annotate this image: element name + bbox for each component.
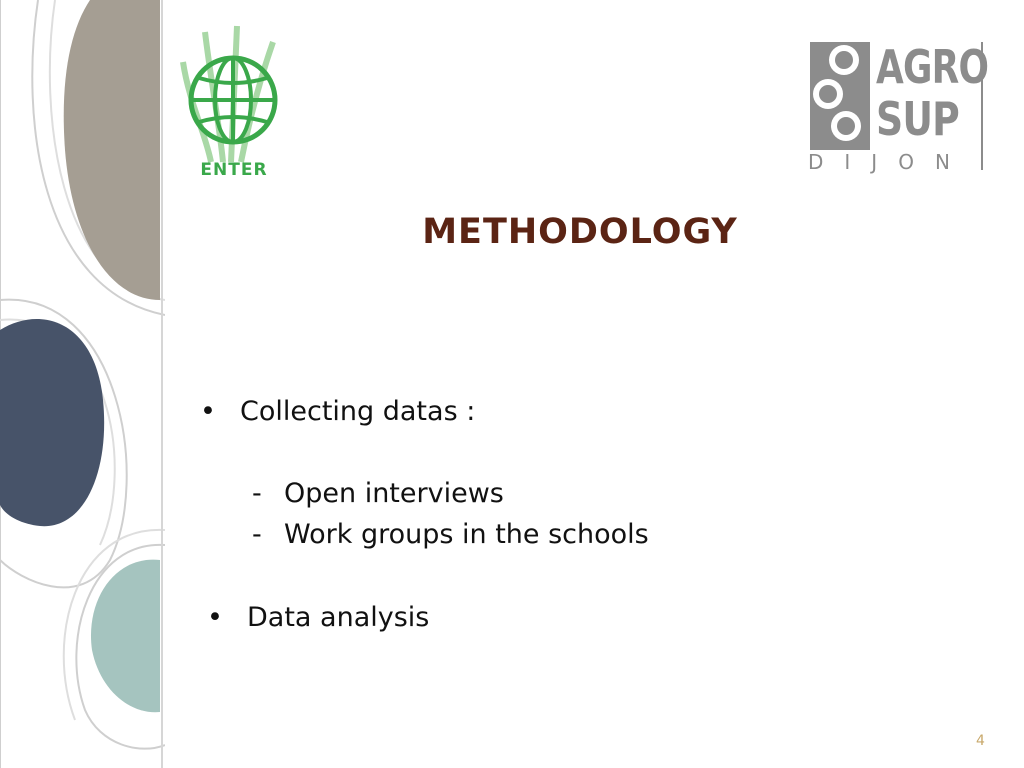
bullet-text: Data analysis bbox=[247, 602, 430, 633]
sub-item-text: Open interviews bbox=[284, 478, 504, 509]
dash-marker: - bbox=[252, 519, 262, 550]
navy-shape bbox=[0, 319, 104, 526]
agrosup-logo-line1: AGRO bbox=[876, 40, 989, 94]
bullet-item bbox=[200, 396, 475, 427]
sub-list-item bbox=[252, 519, 649, 550]
bullet-marker: • bbox=[200, 396, 216, 427]
bullet-text: Collecting datas : bbox=[240, 396, 476, 427]
page-number: 4 bbox=[976, 733, 985, 749]
dash-marker: - bbox=[252, 478, 262, 509]
slide-title: METHODOLOGY bbox=[422, 212, 738, 252]
agrosup-logo-city: DIJON bbox=[808, 150, 971, 174]
enter-globe-logo bbox=[175, 22, 283, 182]
bullet-marker: • bbox=[207, 602, 223, 633]
decorative-shapes bbox=[0, 0, 165, 768]
bullet-item bbox=[207, 602, 429, 633]
sub-item-text: Work groups in the schools bbox=[284, 519, 649, 550]
beige-shape bbox=[64, 0, 160, 300]
agrosup-logo-line2: SUP bbox=[876, 92, 959, 146]
enter-logo-label: ENTER bbox=[200, 160, 268, 180]
sub-list-item bbox=[252, 478, 504, 509]
teal-shape bbox=[91, 560, 160, 713]
